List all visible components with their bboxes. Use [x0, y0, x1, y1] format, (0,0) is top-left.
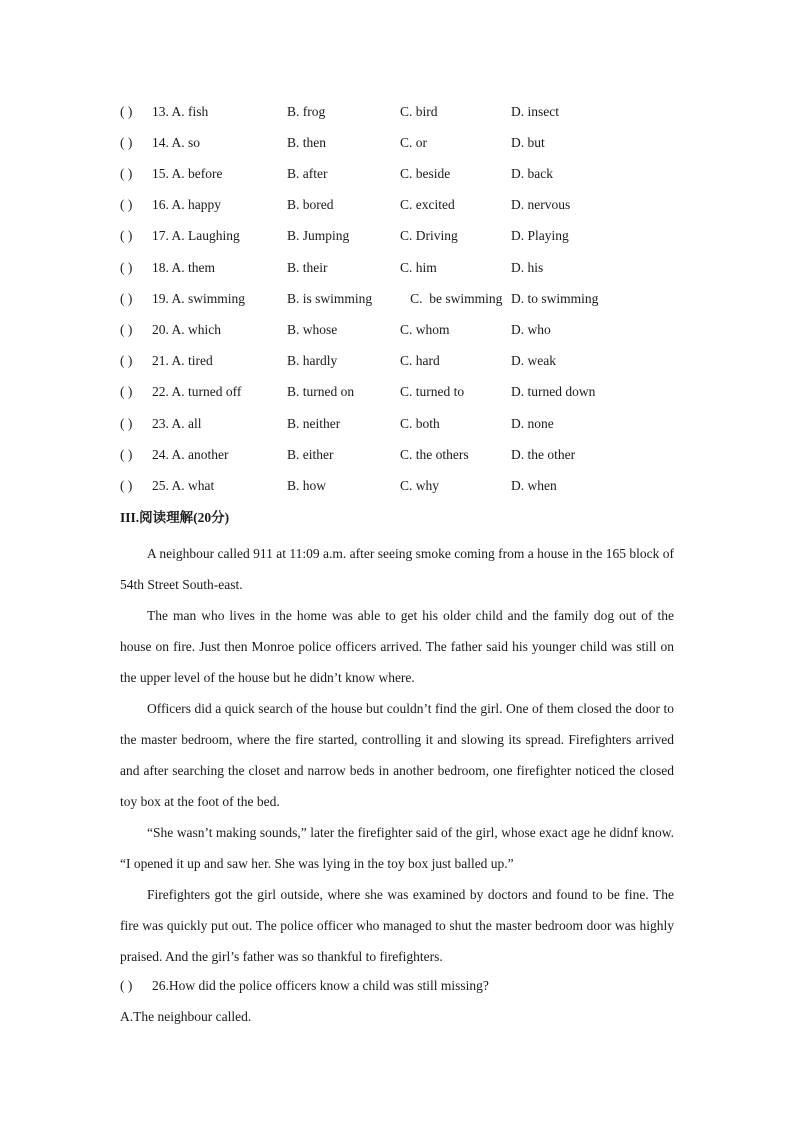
option-b: B. how	[287, 478, 327, 493]
answer-blank: ( )	[120, 353, 133, 368]
option-d: D. when	[511, 478, 557, 493]
passage-paragraph: “She wasn’t making sounds,” later the firefighter said of the girl, whose exact age he didnf know. “I opened it up and saw her. She was lying in the toy box just balled up.”	[120, 825, 674, 871]
option-a: 25. A. what	[152, 478, 215, 493]
option-a: 13. A. fish	[152, 104, 209, 119]
option-b: B. bored	[287, 197, 334, 212]
option-b: B. is swimming	[287, 291, 373, 306]
option-d: D. who	[511, 322, 551, 337]
section-heading: III.阅读理解(20分)	[120, 510, 230, 525]
option-b: B. Jumping	[287, 228, 350, 243]
answer-blank: ( )	[120, 384, 133, 399]
option-b: B. then	[287, 135, 326, 150]
option-a: 24. A. another	[152, 447, 229, 462]
option-d: D. the other	[511, 447, 576, 462]
option-c: C. be swimming	[400, 291, 503, 306]
option-a: 22. A. turned off	[152, 384, 242, 399]
answer-blank: ( )	[120, 291, 133, 306]
answer-blank: ( )	[120, 228, 133, 243]
answer-blank: ( )	[120, 197, 133, 212]
answer-blank: ( )	[120, 260, 133, 275]
option-b: B. hardly	[287, 353, 338, 368]
option-c: C. whom	[400, 322, 450, 337]
option-d: D. his	[511, 260, 544, 275]
option-b: B. whose	[287, 322, 338, 337]
answer-blank: ( )	[120, 135, 133, 150]
option-a: 23. A. all	[152, 416, 202, 431]
option-a: 16. A. happy	[152, 197, 221, 212]
option-b: B. neither	[287, 416, 341, 431]
option-b: B. their	[287, 260, 328, 275]
option-c: C. the others	[400, 447, 469, 462]
option-c: C. excited	[400, 197, 455, 212]
answer-blank: ( )	[120, 104, 133, 119]
option-c: C. turned to	[400, 384, 465, 399]
option-d: D. weak	[511, 353, 556, 368]
answer-blank: ( )	[120, 416, 133, 431]
option-a: 19. A. swimming	[152, 291, 246, 306]
option-d: D. none	[511, 416, 554, 431]
answer-blank: ( )	[120, 166, 133, 181]
option-b: B. either	[287, 447, 334, 462]
answer-blank: ( )	[120, 447, 133, 462]
option-c: C. Driving	[400, 228, 458, 243]
option-b: B. turned on	[287, 384, 355, 399]
question-text: 26.How did the police officers know a child was still missing?	[152, 978, 489, 993]
passage-paragraph: A neighbour called 911 at 11:09 a.m. after seeing smoke coming from a house in the 165 block of 54th Street South-east.	[120, 546, 674, 592]
option-a: 21. A. tired	[152, 353, 213, 368]
passage-paragraph: Officers did a quick search of the house but couldn’t find the girl. One of them closed the door to the master bedroom, where the fire started, controlling it and slowing its spread. Firefighters arrived and after searching the closet and narrow beds in another bedroom, one firefighter noticed the closed toy box at the foot of the bed.	[120, 701, 674, 809]
reading-passage	[120, 538, 674, 972]
option-c: C. him	[400, 260, 437, 275]
question-26-option-a: A.The neighbour called.	[120, 1009, 252, 1024]
passage-paragraph: The man who lives in the home was able to get his older child and the family dog out of the house on fire. Just then Monroe police officers arrived. The father said his younger child was still on the upper level of the house but he didn’t know where.	[120, 608, 674, 685]
option-c: C. both	[400, 416, 440, 431]
answer-blank: ( )	[120, 322, 133, 337]
option-a: 20. A. which	[152, 322, 221, 337]
option-a: 17. A. Laughing	[152, 228, 240, 243]
answer-blank: ( )	[120, 478, 133, 493]
option-d: D. back	[511, 166, 553, 181]
option-a: 14. A. so	[152, 135, 201, 150]
option-c: C. beside	[400, 166, 451, 181]
option-d: D. insect	[511, 104, 559, 119]
passage-paragraph: Firefighters got the girl outside, where she was examined by doctors and found to be fine. The fire was quickly put out. The police officer who managed to shut the master bedroom door was highly praised. And the girl’s father was so thankful to firefighters.	[120, 887, 674, 964]
question-26	[120, 976, 489, 996]
option-a: 18. A. them	[152, 260, 215, 275]
option-b: B. after	[287, 166, 328, 181]
option-d: D. nervous	[511, 197, 571, 212]
option-c: C. or	[400, 135, 427, 150]
option-a: 15. A. before	[152, 166, 223, 181]
option-c: C. bird	[400, 104, 438, 119]
answer-blank: ( )	[120, 978, 133, 993]
option-c: C. hard	[400, 353, 440, 368]
option-d: D. turned down	[511, 384, 596, 399]
option-d: D. to swimming	[511, 291, 599, 306]
option-c: C. why	[400, 478, 440, 493]
option-b: B. frog	[287, 104, 326, 119]
option-d: D. but	[511, 135, 545, 150]
option-d: D. Playing	[511, 228, 569, 243]
